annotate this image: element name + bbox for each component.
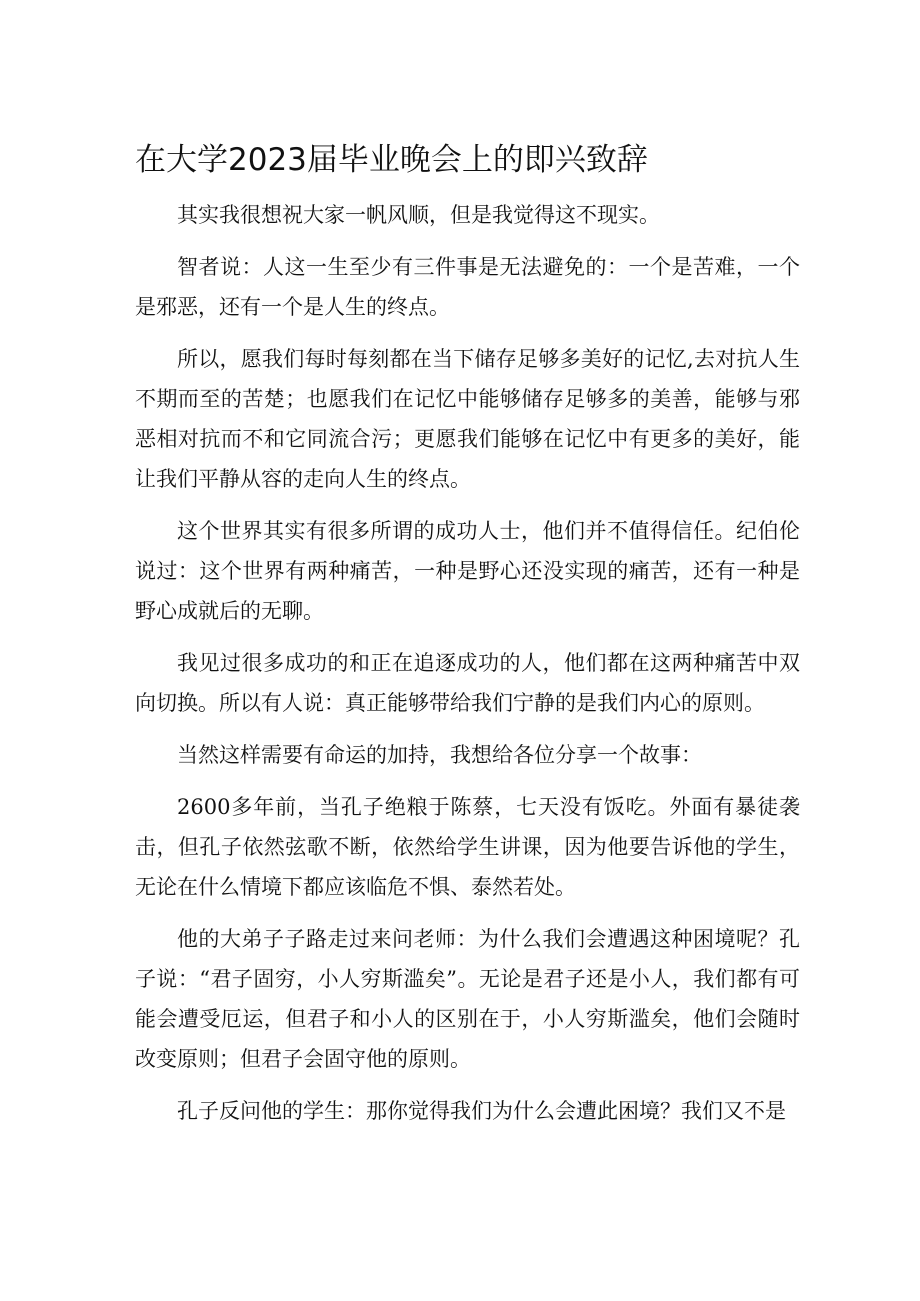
document-title: 在大学2023届毕业晚会上的即兴致辞 bbox=[135, 142, 648, 178]
document-body bbox=[135, 195, 800, 1143]
paragraph: 其实我很想祝大家一帆风顺，但是我觉得这不现实。 bbox=[177, 203, 660, 227]
paragraph: 2600多年前，当孔子绝粮于陈蔡，七天没有饭吃。外面有暴徒袭击，但孔子依然弦歌不断，依然给学生讲课，因为他要告诉他的学生，无论在什么情境下都应该临危不惧、泰然若处。 bbox=[135, 795, 800, 899]
paragraph: 这个世界其实有很多所谓的成功人士，他们并不值得信任。纪伯伦说过：这个世界有两种痛苦，一种是野心还没实现的痛苦，还有一种是野心成就后的无聊。 bbox=[135, 519, 800, 623]
paragraph: 当然这样需要有命运的加持，我想给各位分享一个故事： bbox=[177, 743, 702, 767]
paragraph: 孔子反问他的学生：那你觉得我们为什么会遭此困境？我们又不是 bbox=[177, 1099, 786, 1123]
paragraph: 他的大弟子子路走过来问老师：为什么我们会遭遇这种困境呢？孔子说：“君子固穷，小人穷斯滥矣”。无论是君子还是小人，我们都有可能会遭受厄运，但君子和小人的区别在于，小人穷斯滥矣，他们会随时改变原则；但君子会固守他的原则。 bbox=[135, 927, 800, 1071]
paragraph: 所以，愿我们每时每刻都在当下储存足够多美好的记忆,去对抗人生不期而至的苦楚；也愿我们在记忆中能够储存足够多的美善，能够与邪恶相对抗而不和它同流合污；更愿我们能够在记忆中有更多的美好，能让我们平静从容的走向人生的终点。 bbox=[135, 347, 800, 491]
paragraph: 智者说：人这一生至少有三件事是无法避免的：一个是苦难，一个是邪恶，还有一个是人生的终点。 bbox=[135, 255, 800, 319]
paragraph: 我见过很多成功的和正在追逐成功的人，他们都在这两种痛苦中双向切换。所以有人说：真正能够带给我们宁静的是我们内心的原则。 bbox=[135, 651, 800, 715]
